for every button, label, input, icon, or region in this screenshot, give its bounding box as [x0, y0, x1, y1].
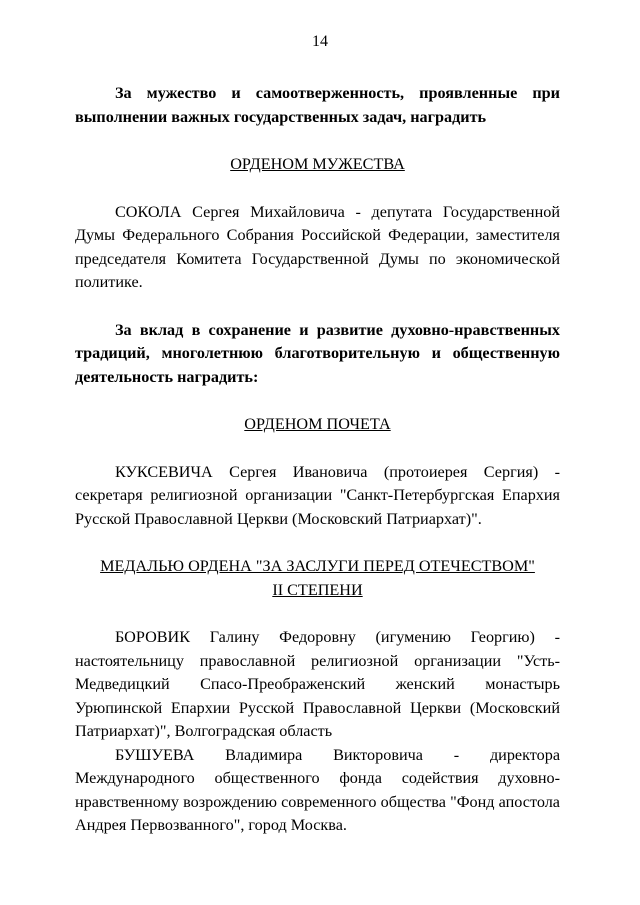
recipient-entry: БОРОВИК Галину Федоровну (игумению Георгию) - настоятельницу православной религиозной организации "Усть-Медведицкий Спасо-Преображенский женский монастырь Урюпинской Епархии Русской Православной Церкви (Московский Патриархат)", Волгоградская область: [75, 628, 560, 740]
award-intro-courage: За мужество и самоотверженность, проявленные при выполнении важных государственных задач, наградить: [75, 84, 560, 126]
award-title-order-of-courage: ОРДЕНОМ МУЖЕСТВА: [230, 155, 405, 173]
recipient-entry: КУКСЕВИЧА Сергея Ивановича (протоиерея Сергия) - секретаря религиозной организации "Санкт-Петербургская Епархия Русской Православной Церкви (Московский Патриархат)".: [75, 462, 560, 528]
recipient-entry: БУШУЕВА Владимира Викторовича - директора Международного общественного фонда содействия духовно-нравственному возрождению современного общества "Фонд апостола Андрея Первозванного", город Москва.: [75, 745, 560, 834]
award-title-medal-line-2: II СТЕПЕНИ: [272, 580, 363, 599]
document-body: [75, 82, 560, 838]
award-intro-spiritual-traditions: За вклад в сохранение и развитие духовно-нравственных традиций, многолетнюю благотворительную и общественную деятельность наградить:: [75, 320, 560, 386]
award-title-medal-line-1: МЕДАЛЬЮ ОРДЕНА "ЗА ЗАСЛУГИ ПЕРЕД ОТЕЧЕСТВОМ": [100, 557, 535, 575]
recipient-entry: СОКОЛА Сергея Михайловича - депутата Государственной Думы Федерального Собрания Российской Федерации, заместителя председателя Комитета Государственной Думы по экономической политике.: [75, 202, 560, 291]
award-title-order-of-honour: ОРДЕНОМ ПОЧЕТА: [244, 415, 391, 433]
page-number: 14: [312, 33, 328, 50]
